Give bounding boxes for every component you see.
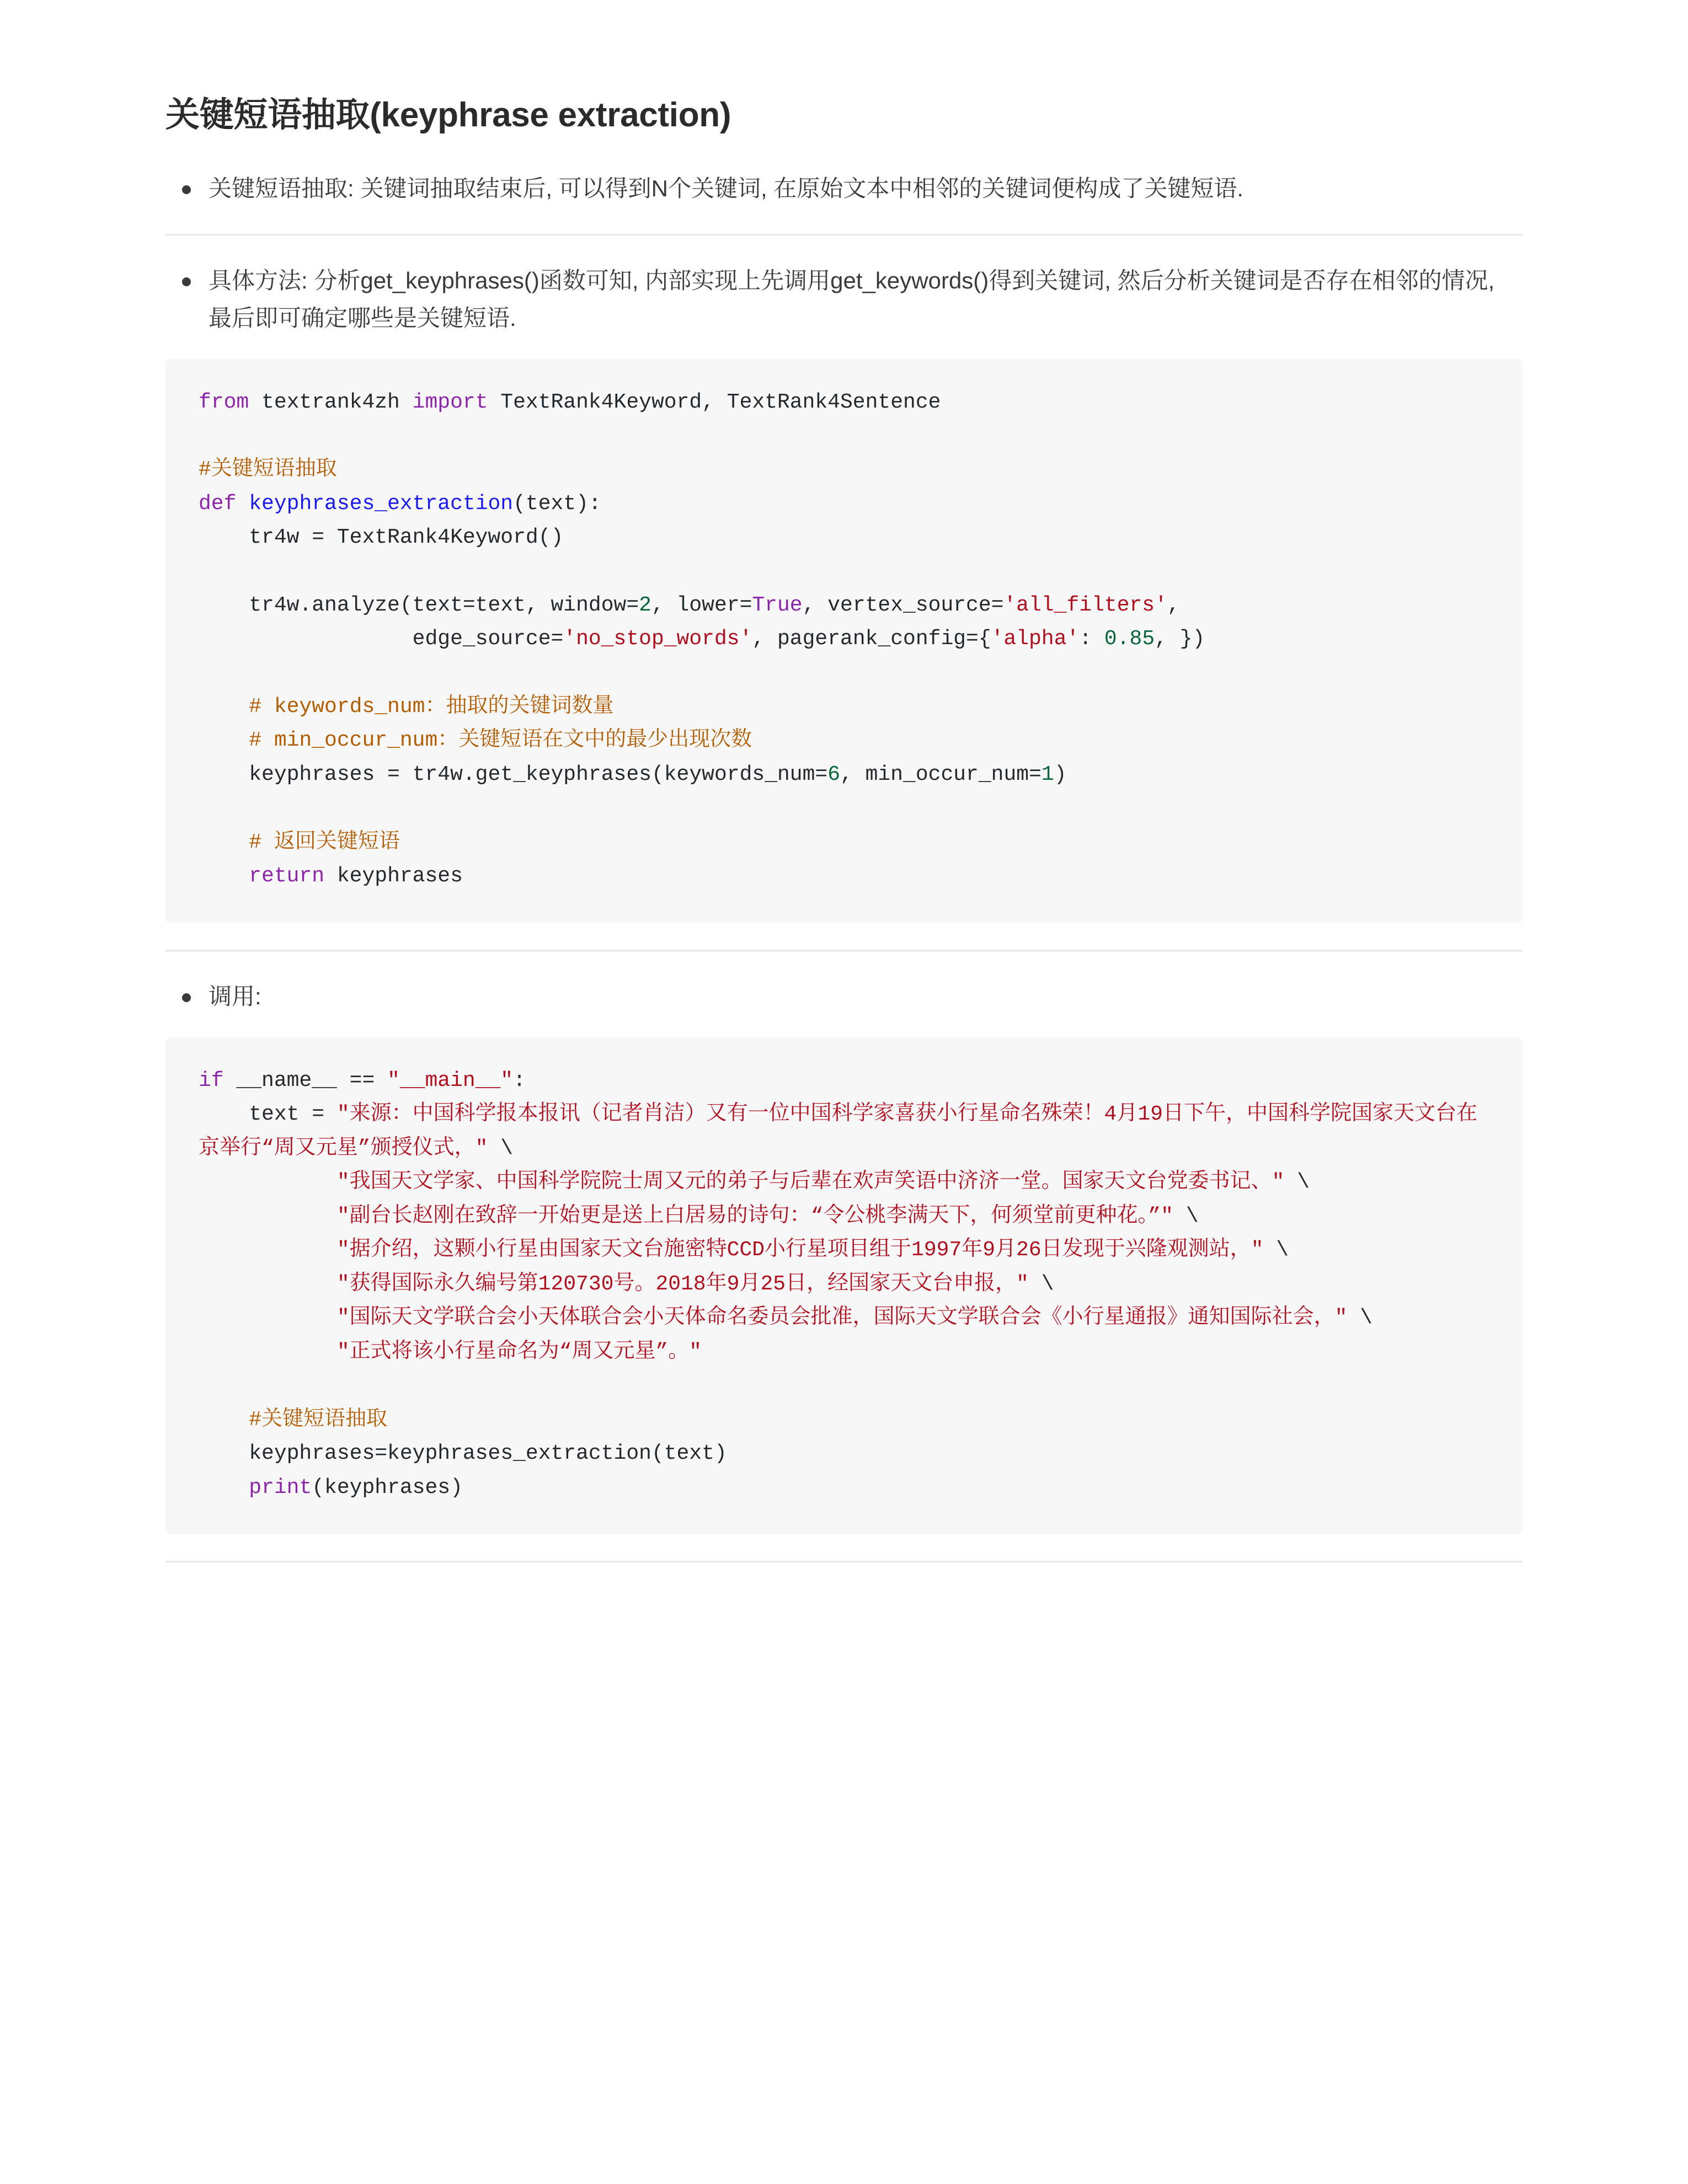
code-token-pln: text =: [199, 1102, 337, 1127]
code-token-pln: , }): [1155, 627, 1205, 651]
code-token-pln: [199, 864, 249, 888]
code-token-pln: [199, 1476, 249, 1500]
code-line-blank: [199, 555, 1489, 588]
code-line: [199, 826, 1489, 860]
code-token-pln: tr4w.analyze(text=text, window=: [199, 593, 639, 617]
code-line: [199, 690, 1489, 724]
code-line: [199, 487, 1489, 521]
code-line: [199, 1064, 1489, 1098]
code-line: [199, 588, 1489, 623]
code-line-blank: [199, 419, 1489, 453]
code-token-num: 6: [827, 762, 841, 786]
code-line: [199, 1403, 1489, 1437]
code-line: [199, 724, 1489, 758]
code-token-str: "正式将该小行星命名为“周又元星”。": [336, 1340, 702, 1364]
code-token-pln: keyphrases = tr4w.get_keyphrases(keywords_num=: [199, 762, 828, 786]
bullet-list-intro: [165, 170, 1523, 207]
code-token-pln: [199, 1340, 337, 1364]
code-token-pln: [199, 1170, 337, 1194]
code-token-num: 1: [1041, 762, 1054, 786]
code-token-pln: keyphrases=keyphrases_extraction(text): [199, 1442, 727, 1466]
code-token-num: 0.85: [1104, 627, 1155, 651]
code-line: [199, 1200, 1489, 1234]
code-line: [199, 859, 1489, 893]
list-item: 调用:: [165, 978, 1523, 1015]
code-block-definition[interactable]: [165, 359, 1523, 923]
code-line: [199, 1165, 1489, 1200]
bullet-list-usage: [165, 978, 1523, 1015]
bullet-list-method: [165, 262, 1523, 337]
code-token-str: 'no_stop_words': [563, 627, 752, 651]
code-token-pln: \: [1284, 1170, 1310, 1195]
code-token-pln: keyphrases: [324, 864, 463, 888]
code-token-pln: textrank4zh: [249, 390, 413, 414]
code-token-pln: \: [1347, 1306, 1373, 1330]
code-line: [199, 1335, 1489, 1369]
code-token-kw: print: [249, 1475, 312, 1500]
code-token-pln: (text):: [513, 491, 601, 516]
code-token-cmt: # min_occur_num：关键短语在文中的最少出现次数: [199, 729, 752, 753]
code-token-pln: :: [1079, 627, 1104, 651]
code-token-kw: import: [412, 390, 488, 414]
code-token-pln: :: [513, 1068, 526, 1093]
code-token-str: "我国天文学家、中国科学院院士周又元的弟子与后辈在欢声笑语中济济一堂。国家天文台党委书记、": [336, 1170, 1285, 1195]
code-line: [199, 758, 1489, 792]
code-line: [199, 1267, 1489, 1302]
code-token-str: "据介绍，这颗小行星由国家天文台施密特CCD小行星项目组于1997年9月26日发现于兴隆观测站，": [336, 1238, 1264, 1262]
code-token-str: 'alpha': [991, 627, 1080, 651]
code-token-kw: from: [199, 390, 249, 414]
code-line: [199, 1233, 1489, 1267]
code-token-str: 'all_filters': [1003, 593, 1167, 617]
code-line: [199, 453, 1489, 487]
code-block-usage[interactable]: [165, 1037, 1523, 1535]
code-token-pln: ): [1054, 762, 1067, 786]
page-title: 关键短语抽取(keyphrase extraction): [165, 96, 731, 134]
code-line: [199, 622, 1489, 656]
code-line: [199, 521, 1489, 555]
code-token-pln: ,: [1167, 593, 1180, 617]
code-token-kw: if: [199, 1068, 224, 1093]
code-token-pln: tr4w = TextRank4Keyword(): [199, 526, 564, 550]
code-token-pln: \: [1173, 1204, 1199, 1228]
code-token-pln: \: [1028, 1272, 1054, 1296]
code-line: [199, 1471, 1489, 1505]
code-token-pln: (keyphrases): [312, 1475, 463, 1500]
code-line: [199, 1437, 1489, 1471]
code-token-num: 2: [639, 593, 651, 617]
code-line: [199, 1098, 1489, 1165]
code-token-pln: [199, 1306, 337, 1330]
code-token-pln: , vertex_source=: [802, 593, 1004, 617]
divider: [165, 950, 1523, 951]
code-token-pln: , lower=: [651, 593, 752, 617]
code-token-str: "国际天文学联合会小天体联合会小天体命名委员会批准，国际天文学联合会《小行星通报》通知国际社会，": [336, 1306, 1348, 1330]
code-token-pln: \: [1263, 1238, 1289, 1262]
code-token-cmt: #关键短语抽取: [199, 458, 337, 482]
divider: [165, 1561, 1523, 1562]
code-line: [199, 386, 1489, 420]
code-token-cmt: # 返回关键短语: [199, 830, 400, 854]
code-token-pln: __name__ ==: [223, 1068, 388, 1093]
code-token-pln: [199, 1205, 337, 1228]
code-line: [199, 1301, 1489, 1335]
code-token-kw: True: [752, 593, 803, 617]
code-line-blank: [199, 792, 1489, 826]
code-token-kw: def: [199, 491, 237, 516]
code-token-pln: , min_occur_num=: [840, 762, 1041, 786]
divider: [165, 234, 1523, 235]
code-token-pln: [199, 1238, 337, 1262]
code-token-str: "来源：中国科学报本报讯（记者肖洁）又有一位中国科学家喜获小行星命名殊荣！4月19日下午，中国科学院国家天文台在京举行“周又元星”颁授仪式，": [199, 1102, 1478, 1160]
list-item: 具体方法: 分析get_keyphrases()函数可知, 内部实现上先调用get_keywords()得到关键词, 然后分析关键词是否存在相邻的情况, 最后即可确定哪些是关键短语.: [165, 262, 1523, 337]
code-token-pln: [199, 1272, 337, 1296]
code-token-kw: return: [249, 864, 325, 888]
code-token-fn: keyphrases_extraction: [249, 491, 514, 516]
code-line-blank: [199, 656, 1489, 690]
code-token-cmt: # keywords_num：抽取的关键词数量: [199, 694, 614, 719]
code-token-cmt: #关键短语抽取: [199, 1407, 388, 1432]
list-item: 关键短语抽取: 关键词抽取结束后, 可以得到N个关键词, 在原始文本中相邻的关键词便构成了关键短语.: [165, 170, 1523, 207]
code-line-blank: [199, 1369, 1489, 1403]
code-token-pln: \: [488, 1136, 514, 1160]
code-token-pln: edge_source=: [199, 627, 564, 651]
code-token-pln: , pagerank_config={: [752, 627, 991, 651]
code-token-str: "获得国际永久编号第120730号。2018年9月25日，经国家天文台申报，": [336, 1272, 1029, 1296]
code-token-pln: TextRank4Keyword, TextRank4Sentence: [488, 390, 941, 414]
code-token-str: "__main__": [387, 1068, 514, 1093]
code-token-str: "副台长赵刚在致辞一开始更是送上白居易的诗句：“令公桃李满天下，何须堂前更种花。”": [336, 1204, 1174, 1228]
code-token-pln: [236, 492, 249, 516]
